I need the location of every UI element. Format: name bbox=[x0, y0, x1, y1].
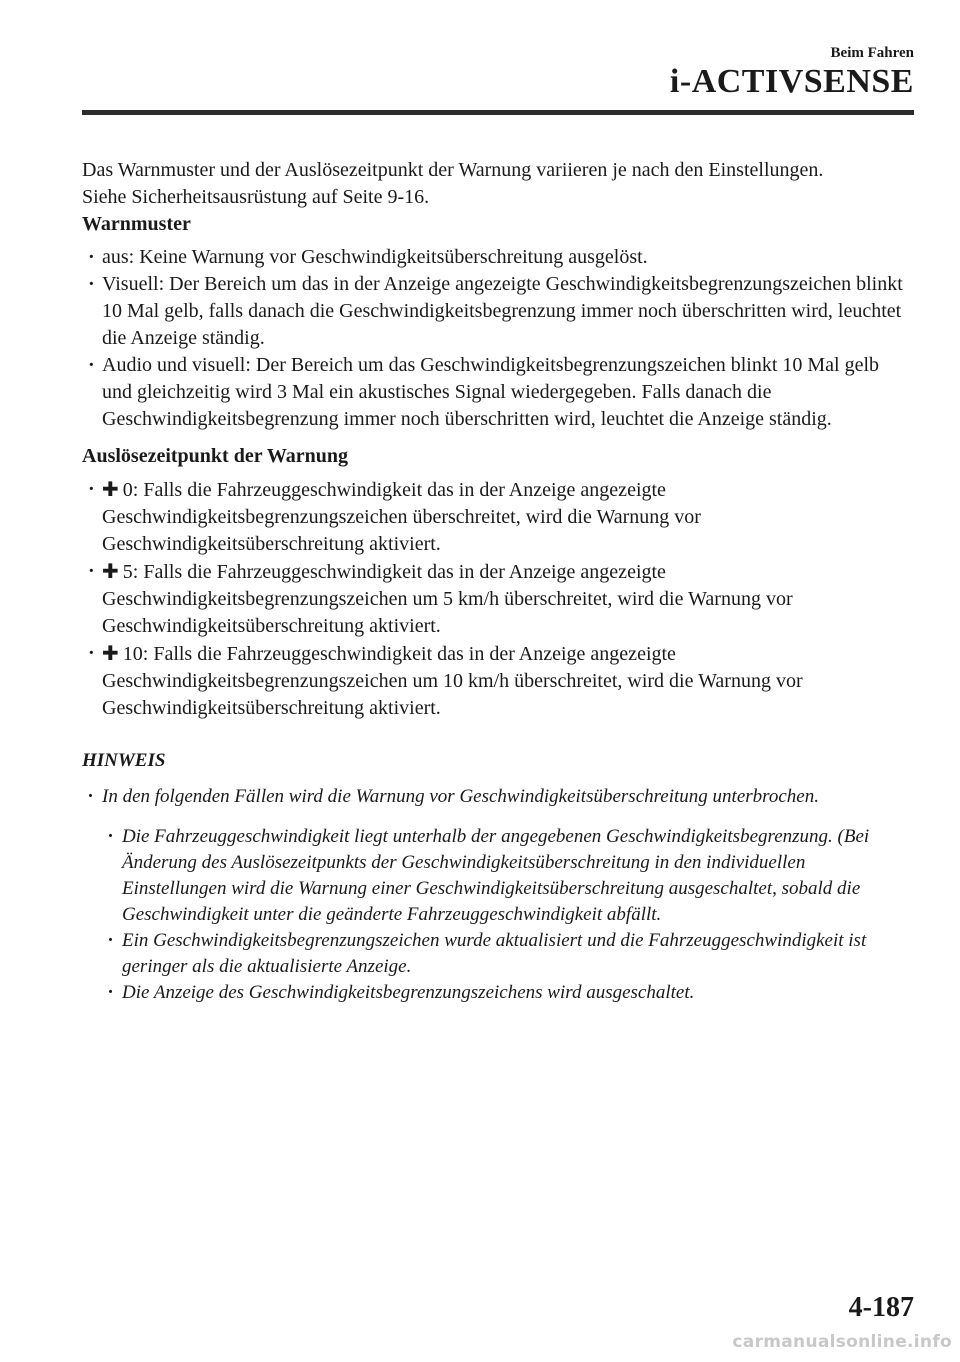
list-item: · Ein Geschwindigkeitsbegrenzungszeichen wurde aktualisiert und die Fahrzeuggeschwindigkeit ist geringer als die aktualisierte Anzeige. bbox=[108, 930, 867, 977]
bullet-icon: · bbox=[88, 786, 93, 807]
list-item: · Die Fahrzeuggeschwindigkeit liegt unterhalb der angegebenen Geschwindigkeitsbegrenzung. (Bei Änderung des Auslösezeitpunkts der Geschwindigkeitsüberschreitung in den individuellen Einstellungen wird die Warnung einer Geschwindigkeitsüberschreitung ausgeschaltet, sobald die Geschwindigkeit unter die geänderte Fahrzeuggeschwindigkeit abfällt. bbox=[108, 826, 870, 925]
plus-icon: ✚ bbox=[102, 477, 119, 501]
bullet-icon: · bbox=[88, 273, 95, 295]
page-content bbox=[82, 157, 912, 1006]
plus-icon: ✚ bbox=[102, 559, 119, 583]
bullet-icon: · bbox=[108, 982, 113, 1003]
section-title: Beim Fahren bbox=[830, 45, 914, 61]
plus-icon: ✚ bbox=[102, 641, 119, 665]
bullet-icon: · bbox=[88, 642, 95, 664]
page-header bbox=[670, 44, 914, 100]
list-item: · In den folgenden Fällen wird die Warnung vor Geschwindigkeitsüberschreitung unterbrochen. bbox=[82, 784, 912, 810]
list-item: · ✚ 5: Falls die Fahrzeuggeschwindigkeit das in der Anzeige angezeigte Geschwindigkeitsbegrenzungszeichen um 5 km/h überschreitet, wird die Warnung vor Geschwindigkeitsüberschreitung aktiviert. bbox=[88, 559, 793, 637]
bullet-icon: · bbox=[88, 354, 95, 376]
list-item: · Visuell: Der Bereich um das in der Anzeige angezeigte Geschwindigkeitsbegrenzungszeichen blinkt 10 Mal gelb, falls danach die Geschwindigkeitsbegrenzung immer noch überschritten wird, leuchtet die Anzeige ständig. bbox=[88, 273, 903, 349]
watermark: carmanualsonline.info bbox=[732, 1332, 952, 1352]
hinweis-note bbox=[82, 748, 912, 1006]
list-item: · Audio und visuell: Der Bereich um das Geschwindigkeitsbegrenzungszeichen blinkt 10 Mal gelb und gleichzeitig wird 3 Mal ein akustisches Signal wiedergegeben. Falls danach die Geschwindigkeitsbegrenzung immer noch überschritten wird, leuchtet die Anzeige ständig. bbox=[88, 354, 880, 430]
intro-line-1: Das Warnmuster und der Auslösezeitpunkt der Warnung variieren je nach den Einstellungen. bbox=[82, 159, 824, 181]
chapter-title: i-ACTIVSENSE bbox=[669, 63, 914, 100]
page-number: 4-187 bbox=[848, 1292, 914, 1323]
hinweis-list bbox=[82, 784, 912, 810]
intro-line-2: Siehe Sicherheitsausrüstung auf Seite 9-16. bbox=[82, 186, 430, 208]
ausloese-list bbox=[82, 476, 912, 722]
list-item: · Die Anzeige des Geschwindigkeitsbegrenzungszeichens wird ausgeschaltet. bbox=[102, 980, 912, 1006]
bullet-icon: · bbox=[88, 478, 95, 500]
bullet-icon: · bbox=[88, 246, 95, 268]
warnmuster-heading: Warnmuster bbox=[82, 213, 191, 235]
list-item: · ✚ 0: Falls die Fahrzeuggeschwindigkeit das in der Anzeige angezeigte Geschwindigkeitsbegrenzungszeichen überschreitet, wird die Warnung vor Geschwindigkeitsüberschreitung aktiviert. bbox=[88, 477, 701, 555]
intro-text bbox=[82, 157, 912, 211]
warnmuster-list bbox=[82, 244, 912, 433]
list-item: · aus: Keine Warnung vor Geschwindigkeitsüberschreitung ausgelöst. bbox=[82, 244, 912, 271]
bullet-icon: · bbox=[108, 826, 113, 847]
hinweis-sublist bbox=[82, 824, 912, 1006]
header-rule bbox=[82, 110, 914, 115]
list-item: · ✚ 10: Falls die Fahrzeuggeschwindigkeit das in der Anzeige angezeigte Geschwindigkeitsbegrenzungszeichen um 10 km/h überschreitet, wird die Warnung vor Geschwindigkeitsüberschreitung aktiviert. bbox=[88, 641, 803, 719]
bullet-icon: · bbox=[88, 560, 95, 582]
ausloese-heading: Auslösezeitpunkt der Warnung bbox=[82, 445, 348, 467]
hinweis-title: HINWEIS bbox=[82, 750, 166, 771]
bullet-icon: · bbox=[108, 930, 113, 951]
